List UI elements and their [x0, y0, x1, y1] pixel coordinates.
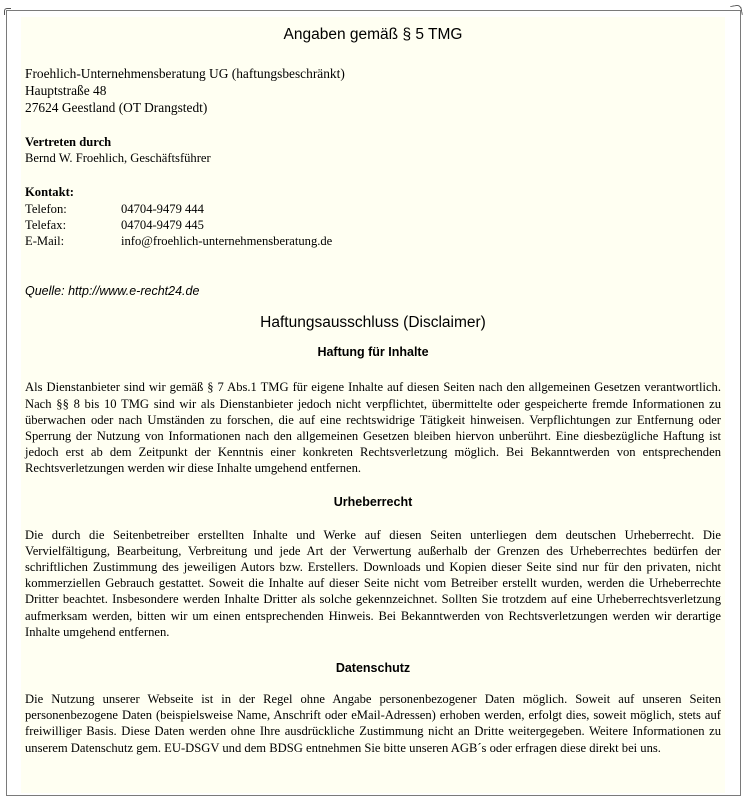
section-heading-copyright: Urheberrecht — [333, 494, 413, 509]
contact-label: Kontakt: — [25, 185, 74, 200]
section-text-liability: Als Dienstanbieter sind wir gemäß § 7 Abs.1 TMG für eigene Inhalte auf diesen Seiten nach den allgemeinen Gesetzen verantwortlich. Nach §§ 8 bis 10 TMG sind wir als Dienstanbieter jedoch nicht verpflichtet, übermittelte oder gespeicherte fremde Informationen zu überwachen oder nach Umständen zu forschen, die auf eine rechtswidrige Tätigkeit hinweisen. Verpflichtungen zur Entfernung oder Sperrung der Nutzung von Informationen nach den allgemeinen Gesetzen bleiben hiervon unberührt. Eine diesbezügliche Haftung ist jedoch erst ab dem Zeitpunkt der Kenntnis einer konkreten Rechtsverletzung möglich. Bei Bekanntwerden von entsprechenden Rechtsverletzungen werden wir diese Inhalte umgehend entfernen. — [25, 380, 721, 476]
section-text-privacy: Die Nutzung unserer Webseite ist in der Regel ohne Angabe personenbezogener Daten möglich. Soweit auf unseren Seiten personenbezogene Daten (beispielsweise Name, Anschrift oder eMail-Adressen) erhoben werden, erfolgt dies, soweit möglich, stets auf freiwilliger Basis. Diese Daten werden ohne Ihre ausdrückliche Zustimmung nicht an Dritte weitergegeben. Weitere Informationen zu unserem Datenschutz gem. EU-DSGV und dem BDSG entnehmen Sie bitte unseren AGB´s oder erfragen diese direkt bei uns. — [25, 692, 721, 755]
section-heading-liability: Haftung für Inhalte — [317, 345, 429, 360]
contact-row-phone — [25, 201, 721, 217]
source-link[interactable]: Quelle: http://www.e-recht24.de — [25, 284, 200, 299]
page-curl-icon — [730, 4, 743, 17]
represented-label: Vertreten durch — [25, 135, 112, 149]
fax-value: 04704-9479 445 — [121, 217, 204, 232]
impressum-title: Angaben gemäß § 5 TMG — [283, 26, 463, 43]
contact-block — [25, 184, 721, 249]
section-heading-privacy: Datenschutz — [335, 661, 411, 676]
representative-block — [25, 134, 721, 166]
document-frame — [6, 10, 741, 796]
fax-label: Telefax: — [25, 217, 67, 232]
disclaimer-title: Haftungsausschluss (Disclaimer) — [260, 314, 486, 332]
company-name: Froehlich-Unternehmensberatung UG (haftungsbeschränkt) — [25, 66, 345, 81]
phone-label: Telefon: — [25, 201, 67, 216]
address-block — [25, 65, 721, 116]
section-text-copyright: Die durch die Seitenbetreiber erstellten Inhalte und Werke auf diesen Seiten unterliegen dem deutschen Urheberrecht. Die Vervielfältigung, Bearbeitung, Verbreitung und jede Art der Verwertung außerhalb der Grenzen des Urheberrechtes bedürfen der schriftlichen Zustimmung des jeweiligen Autors bzw. Erstellers. Downloads und Kopien dieser Seite sind nur für den privaten, nicht kommerziellen Gebrauch gestattet. Soweit die Inhalte auf dieser Seite nicht vom Betreiber erstellt wurden, werden die Urheberrechte Dritter beachtet. Insbesondere werden Inhalte Dritter als solche gekennzeichnet. Sollten Sie trotzdem auf eine Urheberrechtsverletzung aufmerksam werden, bitten wir um einen entsprechenden Hinweis. Bei Bekanntwerden von Rechtsverletzungen werden wir derartige Inhalte umgehend entfernen. — [25, 527, 721, 639]
contact-row-email — [25, 233, 721, 249]
email-label: E-Mail: — [25, 234, 65, 249]
city: 27624 Geestland (OT Drangstedt) — [25, 100, 208, 115]
contact-row-fax — [25, 217, 721, 233]
street: Hauptstraße 48 — [25, 83, 107, 98]
email-link[interactable]: info@froehlich-unternehmensberatung.de — [121, 234, 333, 249]
representative-name: Bernd W. Froehlich, Geschäftsführer — [25, 151, 211, 166]
document-content — [21, 17, 725, 793]
phone-value: 04704-9479 444 — [121, 201, 204, 216]
